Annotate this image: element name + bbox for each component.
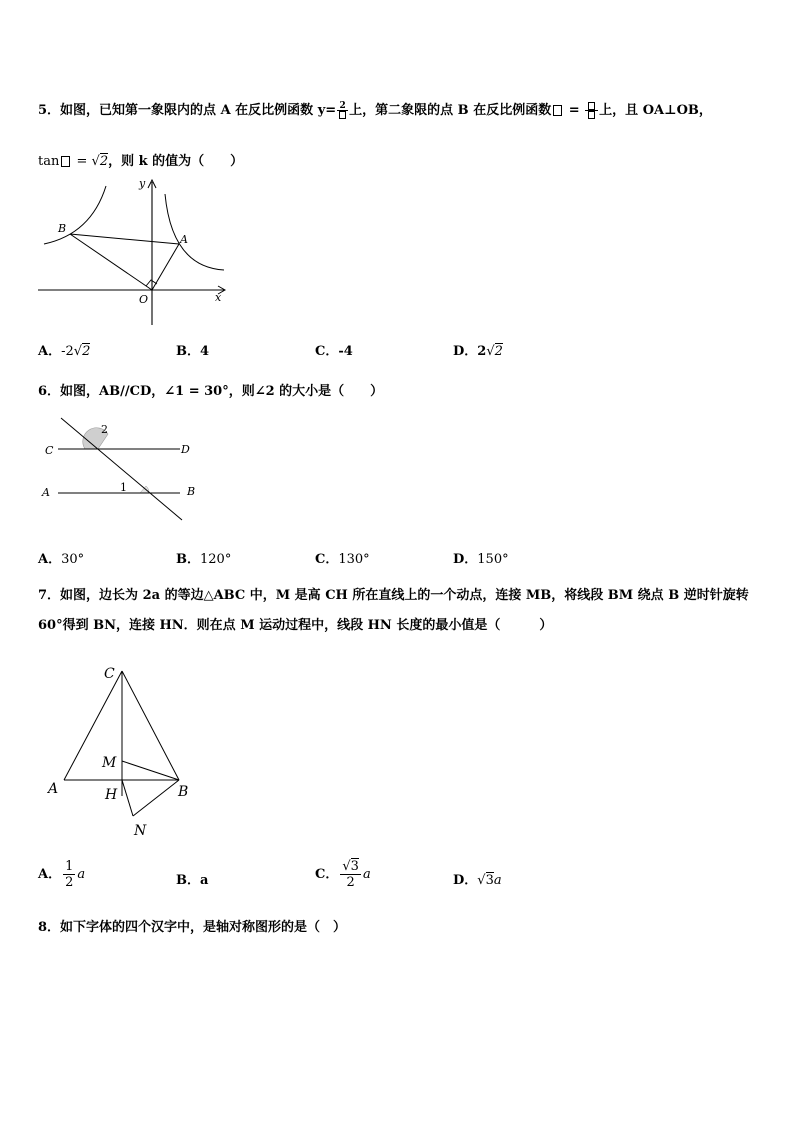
point-A-label: A [42, 486, 50, 499]
q8-line1: 8．如下字体的四个汉字中，是轴对称图形的是（ ） [38, 920, 347, 935]
q7-option-a[interactable]: A． $\frac{1}{2}$ a [38, 859, 86, 890]
q5-text-d: 上，且 OA⊥OB， [599, 103, 712, 118]
point-B-label: B [187, 485, 196, 498]
q6-line1: 6．如图，AB//CD，∠1 = 30°，则∠2 的大小是（ ） [38, 384, 384, 399]
x-axis-label: x [215, 291, 222, 304]
q7-line2: 60°得到 BN，连接 HN．则在点 M 运动过程中，线段 HN 长度的最小值是（ ） [38, 618, 553, 633]
q7-line1: 7．如图，边长为 2a 的等边△ABC 中，M 是高 CH 所在直线上的一个动点，连接 MB，将线段 BM 绕点 B 逆时针旋转 [38, 588, 749, 603]
point-A-label: A [48, 781, 59, 797]
q6-figure [36, 412, 196, 527]
point-D-label: D [181, 443, 190, 456]
q7-figure [44, 660, 204, 845]
q7-option-b[interactable]: B．a [176, 873, 209, 888]
q5-option-c[interactable]: C．-4 [315, 344, 353, 359]
point-C-label: C [45, 444, 54, 457]
point-M-label: M [102, 755, 117, 771]
q5-line1: 5．如图，已知第一象限内的点 A 在反比例函数 y= 2 上，第二象限的点 B 在反比例函数 = 上，且 OA⊥OB， [38, 100, 712, 118]
point-A-label: A [180, 233, 188, 246]
q6-option-d[interactable]: D．150° [453, 552, 509, 567]
point-N-label: N [134, 823, 147, 839]
point-O-label: O [139, 293, 149, 306]
q5-placeholder-box [553, 105, 562, 116]
q6-option-a[interactable]: A．30° [38, 552, 85, 567]
y-axis-label: y [139, 177, 146, 190]
point-C-label: C [104, 666, 115, 682]
q5-option-a[interactable]: A．-2√2 [38, 344, 91, 359]
point-B-label: B [58, 222, 67, 235]
q5-text-b: 上，第二象限的点 B 在反比例函数 [349, 103, 552, 118]
q7-option-c[interactable]: C． $\frac{√3}{2}$ a [315, 859, 371, 890]
point-H-label: H [105, 787, 118, 803]
q5-line2: tan = √2，则 k 的值为（ ） [38, 154, 244, 169]
q5-fraction-1: 2 [337, 102, 348, 120]
point-B-label: B [178, 784, 189, 800]
q5-option-b[interactable]: B．4 [176, 344, 210, 359]
q7-option-d[interactable]: D．√3a [453, 873, 502, 888]
q5-option-d[interactable]: D．2√2 [453, 344, 503, 359]
q6-option-b[interactable]: B．120° [176, 552, 232, 567]
angle-2-label: 2 [101, 423, 108, 436]
q5-text-a: 5．如图，已知第一象限内的点 A 在反比例函数 y= [38, 103, 337, 118]
angle-1-label: 1 [120, 481, 127, 494]
q5-figure [36, 172, 231, 327]
q6-option-c[interactable]: C．130° [315, 552, 370, 567]
q5-fraction-2 [585, 102, 598, 120]
